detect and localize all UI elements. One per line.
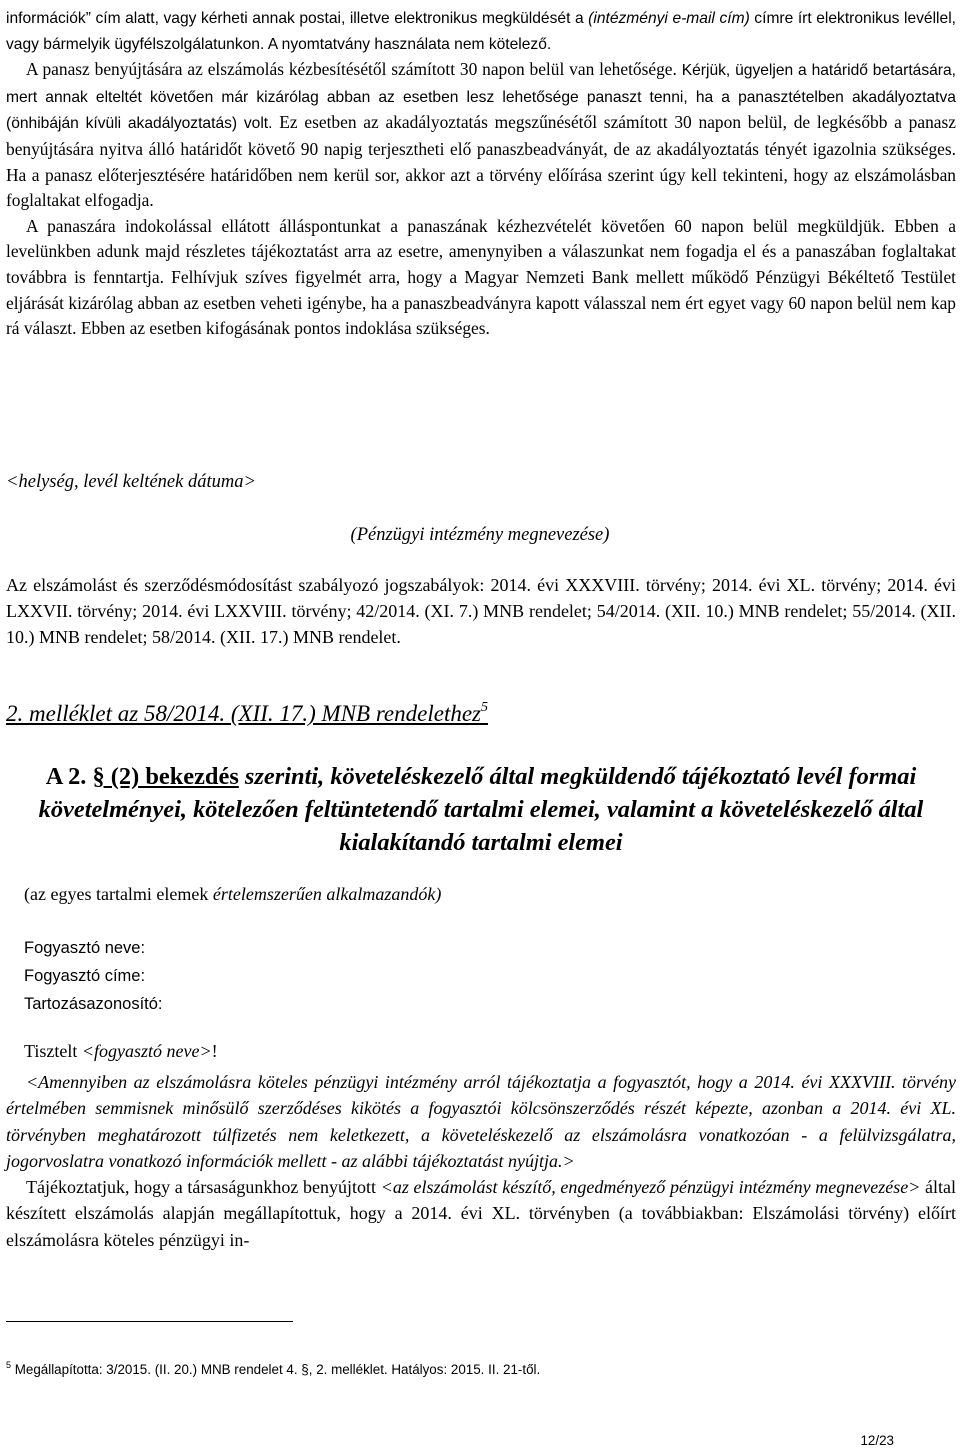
footnote-separator — [6, 1321, 293, 1322]
annex-footnote-ref[interactable]: 5 — [481, 700, 488, 715]
intro-text-a: információk” cím alatt, vagy kérheti annak postai, illetve elektronikus megküldését a — [6, 10, 589, 27]
main-text: Ez esetben az akadályoztatás megszűnésétől számított 30 napon belül, de legkésőbb a panasz benyújtására nyitva álló határidőt követő 90 napig terjesztheti elő panaszbeadványát, de az akadályoztatás tényét igazolnia szükséges. Ha a panasz előterjesztésére határidőben nem kerül sor, akkor azt a törvény előírása szerint úgy kell tekinteni, hogy az elszámolásban foglaltakat elfogadja. — [6, 112, 956, 211]
field-consumer-name: Fogyasztó neve: — [24, 939, 146, 957]
info-prefix: Tájékoztatjuk, hogy a társaságunkhoz benyújtott — [26, 1177, 381, 1198]
intro-email-placeholder: (intézményi e-mail cím) — [588, 10, 750, 27]
reply-paragraph: A panaszára indokolással ellátott álláspontunkat a panaszának kézhezvételét követően 60 napon belül megküldjük. Ebben a levelünkben adunk majd részletes tájékoztatást arra az esetre, amenynyiben a válaszunkat nem fogadja el és a panaszában foglaltakat továbbra is fenntartja. Felhívjuk szíves figyelmét arra, hogy a Magyar Nemzeti Bank mellett működő Pénzügyi Békéltető Testület eljárását kizárólag abban az esetben veheti igénybe, ha a panaszbeadványra kapott válasszal nem ért egyet vagy 60 napon belül nem kap rá választ. Ebben az esetben kifogásának pontos indoklása szükséges. — [6, 215, 956, 339]
intro-paragraph — [6, 6, 956, 57]
legal-basis: Az elszámolást és szerződésmódosítást szabályozó jogszabályok: 2014. évi XXXVIII. törvény; 2014. évi XL. törvény; 2014. évi LXXVII. törvény; 2014. évi LXXVIII. törvény; 42/2014. (XI. 7.) MNB rendelet; 54/2014. (XII. 10.) MNB rendelet; 55/2014. (XII. 10.) MNB rendelet; 58/2014. (XII. 17.) MNB rendelet. — [6, 575, 956, 647]
deadline-sentence: A panasz benyújtására az elszámolás kézbesítésétől számított 30 napon belül van lehetősége. — [26, 59, 677, 80]
letter-body — [6, 1069, 956, 1253]
footnote-number: 5 — [6, 1360, 12, 1370]
note-prefix: (az egyes tartalmi elemek — [24, 884, 213, 904]
intro-text-c: A nyomtatvány használata nem kötelező. — [267, 35, 552, 53]
info-suffix: által készített elszámolás alapján megállapítottuk, hogy a 2014. évi XL. törvényben (a továbbiakban: Elszámolási törvény) előírt elszámolásra köteles pénzügyi in- — [6, 1177, 956, 1250]
section-heading — [6, 760, 956, 859]
conditional-paragraph: <Amennyiben az elszámolásra köteles pénzügyi intézmény arról tájékoztatja a fogyasztót, hogy a 2014. évi XXXVIII. törvény értelmében semmisnek minősülő szerződéses kikötés a fogyasztói kölcsönszerződés részét képezte, azonban a 2014. évi XL. törvényben meghatározott túlfizetés nem keletkezett, a követeléskezelő az elszámolásra vonatkozóan - a felülvizsgálatra, jogorvoslatra vonatkozó információk mellett - az alábbi tájékoztatást nyújtja.> — [6, 1072, 956, 1171]
field-debt-id: Tartozásazonosító: — [24, 995, 163, 1013]
greeting-placeholder: <fogyasztó neve> — [81, 1041, 212, 1061]
heading-rest: szerinti, követeléskezelő által megküldendő tájékoztató levél formai követelményei, kötelezően feltüntetendő tartalmi elemei, valamint a követeléskezelő által kialakítandó tartalmi elemei — [38, 763, 924, 856]
annex-title-text: 2. melléklet az 58/2014. (XII. 17.) MNB rendelethez — [6, 701, 481, 726]
place-date-placeholder: <helység, levél keltének dátuma> — [6, 472, 256, 492]
greeting — [24, 1041, 218, 1062]
field-consumer-address: Fogyasztó címe: — [24, 967, 146, 985]
delay-sentence: Kérjük, ügyeljen a határidő betartására, mert annak elteltét követően már kizárólag abban az esetben lesz lehetősége panaszt tenni, ha a panasztételben akadályoztatva (önhibáján kívüli akadályoztatás) volt. — [6, 62, 956, 133]
applicability-note — [24, 884, 441, 905]
deadline-paragraph — [6, 57, 956, 214]
issuer-placeholder: (Pénzügyi intézmény megnevezése) — [350, 525, 610, 545]
intro-paragraphs — [6, 6, 956, 342]
note-italic: értelemszerűen alkalmazandók) — [212, 884, 442, 904]
heading-lead: A 2. — [45, 763, 93, 790]
info-paragraph — [6, 1174, 956, 1253]
greeting-prefix: Tisztelt — [24, 1041, 82, 1061]
annex-title — [6, 700, 488, 727]
greeting-suffix: ! — [211, 1041, 218, 1061]
info-placeholder: <az elszámolást készítő, engedményező pénzügyi intézmény megnevezése> — [380, 1177, 921, 1198]
page-number: 12/23 — [860, 1433, 894, 1448]
consumer-fields — [24, 934, 163, 1018]
heading-section-link[interactable]: § (2) bekezdés — [92, 763, 239, 790]
footnote — [6, 1360, 540, 1377]
intro-text-b: címre írt elektronikus levéllel, vagy bármelyik ügyfélszolgálatunkon. — [6, 10, 956, 53]
footnote-text: Megállapította: 3/2015. (II. 20.) MNB rendelet 4. §, 2. melléklet. Hatályos: 2015. II. 21-től. — [11, 1362, 541, 1377]
